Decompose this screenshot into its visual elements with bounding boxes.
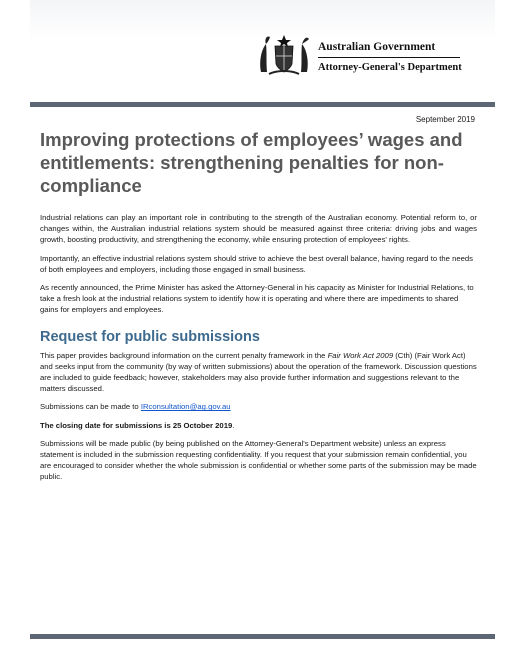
coat-of-arms-icon — [255, 32, 313, 78]
email-link[interactable]: IRconsultation@ag.gov.au — [140, 402, 231, 412]
act-title: Fair Work Act 2009 — [327, 350, 394, 360]
section-heading: Request for public submissions — [40, 328, 260, 345]
background-text-end: (Cth) (Fair Work Act) and seeks input from the community (by way of written submissions) about the operation of the framework. Discussion questions are included to guide feedback; however, stakeholders may also provide further information and suggestions relevant to the matters discussed. — [40, 350, 477, 394]
public-submission-note: Submissions will be made public (by being published on the Attorney-General's Department website) unless an express statement is included in the submission requesting confidentiality. If you request that your submission remain confidential, you are encouraged to consider whether the whole submission is confidential or whether some parts of the submission may be made public. — [40, 438, 477, 482]
header-divider — [318, 57, 460, 58]
intro-paragraph-2: Importantly, an effective industrial relations system should strive to achieve the best overall balance, having regard to the needs of both employees and employers, including those engaged in small business. — [40, 253, 474, 274]
closing-date-paragraph — [40, 420, 477, 431]
intro-paragraph-3: As recently announced, the Prime Minister has asked the Attorney-General in his capacity as Minister for Industrial Relations, to take a fresh look at the industrial relations system to identify how it is operating and where there are impediments to shared gains for employers and employees. — [40, 283, 474, 315]
intro-paragraph-1: Industrial relations can play an important role in contributing to the strength of the Australian economy. Potential reform to, or changes within, the Australian industrial relations system should be measured against three criteria: driving jobs and wages growth, boosting productivity, and strengthening the economy, while ensuring protection of employees' rights. — [40, 213, 477, 245]
document-date: September 2019 — [415, 115, 475, 124]
closing-date: The closing date for submissions is 25 October 2019 — [40, 420, 233, 430]
submission-instructions — [40, 401, 477, 412]
footer-bar — [30, 634, 495, 639]
department-name: Attorney-General's Department — [318, 62, 462, 73]
background-text-start: This paper provides background information on the current penalty framework in the — [40, 350, 328, 360]
government-name: Australian Government — [318, 41, 436, 53]
closing-date-end: . — [232, 420, 235, 430]
document-title: Improving protections of employees’ wages and entitlements: strengthening penalties for non-compliance — [40, 129, 463, 196]
background-paragraph — [40, 350, 477, 395]
document-body — [40, 212, 477, 490]
submission-prefix: Submissions can be made to — [40, 402, 141, 412]
